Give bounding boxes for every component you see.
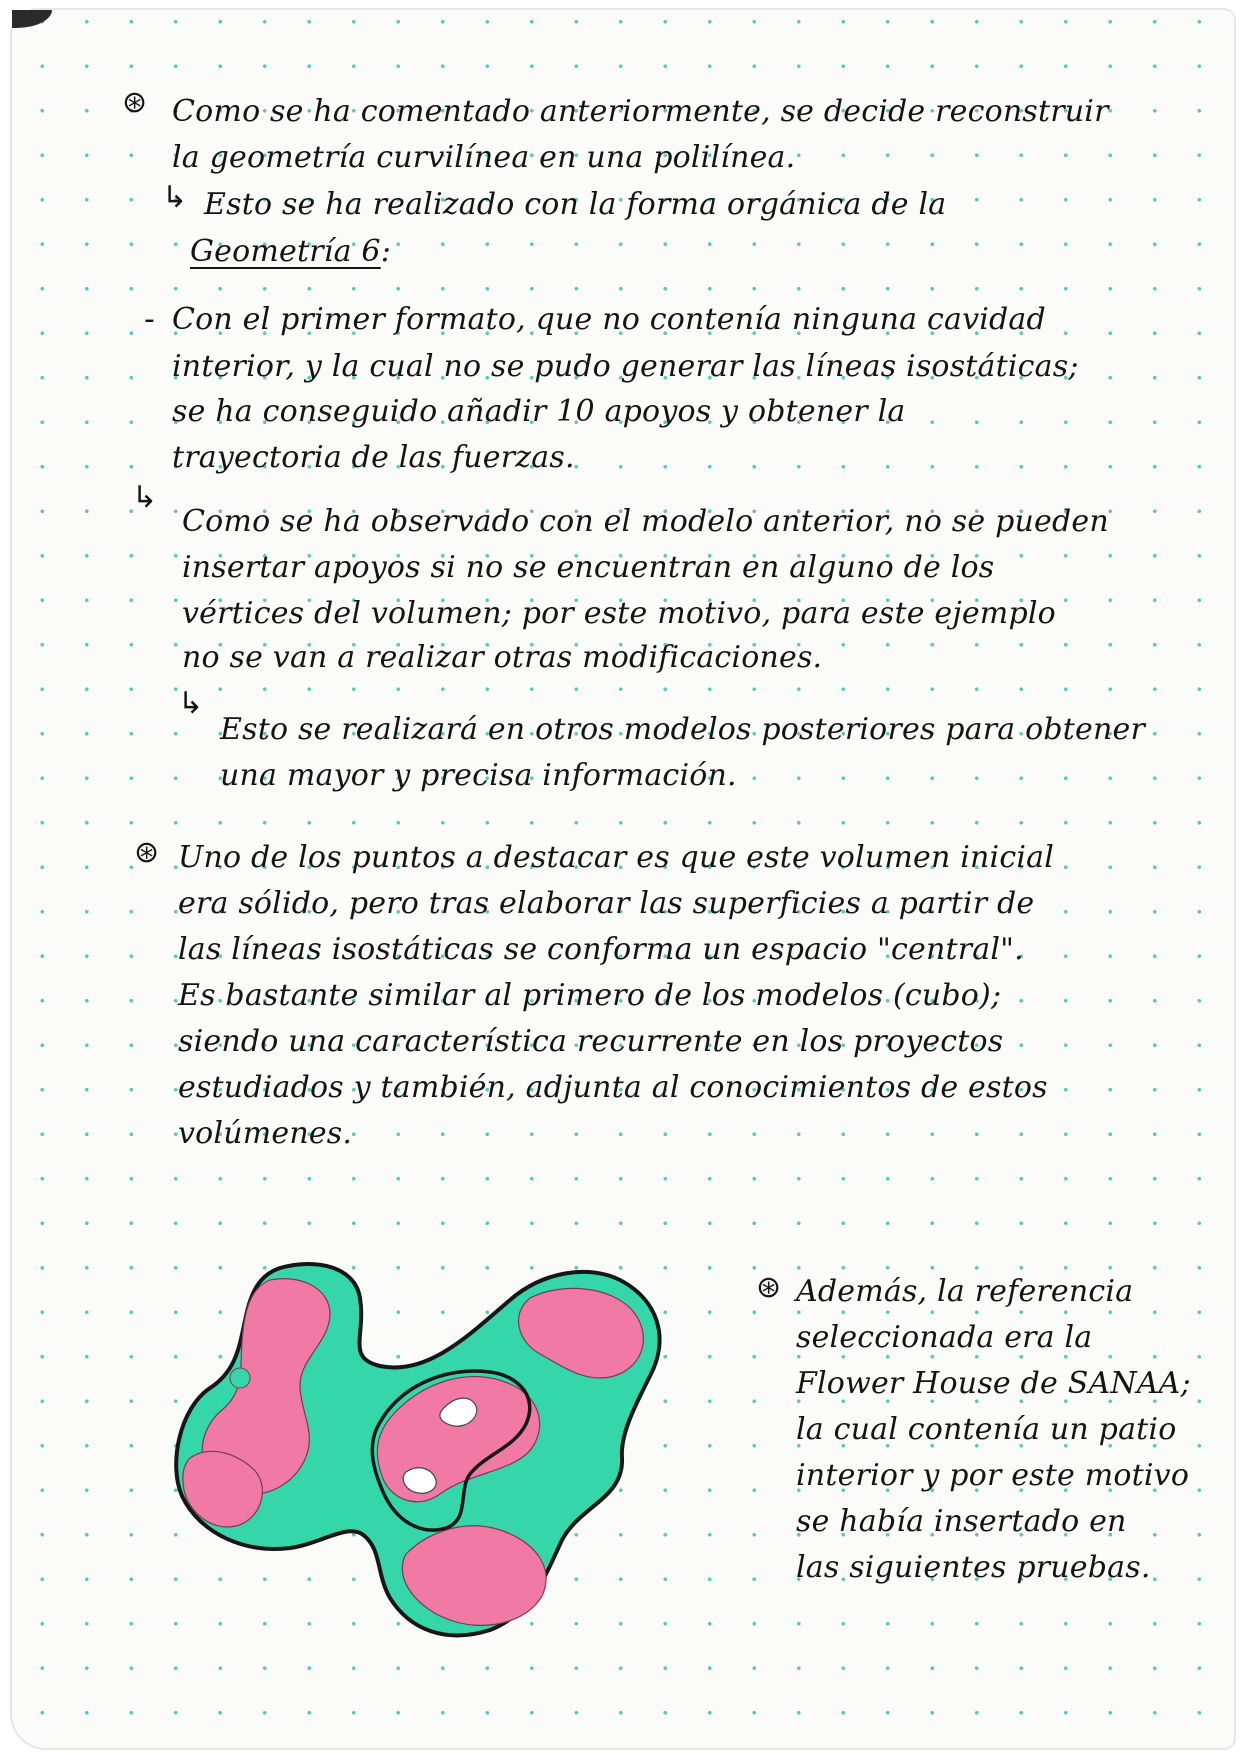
note1-line-2: la geometría curvilínea en una polilínea. (172, 140, 796, 175)
note5-line-7: volúmenes. (178, 1116, 353, 1151)
note2-line-1: Con el primer formato, que no contenía ninguna cavidad (172, 302, 1046, 337)
note5-line-4: Es bastante similar al primero de los modelos (cubo); (178, 978, 1002, 1013)
note6-line-6: se había insertado en (796, 1504, 1127, 1539)
note2-line-3: se ha conseguido añadir 10 apoyos y obtener la (172, 394, 906, 429)
note2-line-4: trayectoria de las fuerzas. (172, 440, 575, 475)
note2-line-2: interior, y la cual no se pudo generar las líneas isostáticas; (172, 349, 1079, 384)
note6-line-1: Además, la referencia (796, 1274, 1134, 1309)
note5-line-5: siendo una característica recurrente en los proyectos (178, 1024, 1004, 1059)
note5-line-6: estudiados y también, adjunta al conocimientos de estos (178, 1070, 1048, 1105)
note5-line-1: Uno de los puntos a destacar es que este volumen inicial (178, 840, 1055, 875)
note4-line-2: una mayor y precisa información. (220, 758, 737, 793)
small-hole (230, 1368, 250, 1388)
notebook-page (12, 10, 1234, 1748)
note6-line-7: las siguientes pruebas. (796, 1550, 1151, 1585)
note3-line-4: no se van a realizar otras modificaciones. (182, 640, 823, 675)
note5-line-3: las líneas isostáticas se conforma un espacio "central". (178, 932, 1024, 967)
note6-line-2: seleccionada era la (796, 1320, 1093, 1355)
geometry-label: Geometría 6 (190, 234, 381, 269)
geometry-colon: : (380, 234, 391, 269)
asterisk-bullet-icon: ⊛ (134, 835, 160, 870)
note3-line-1: Como se ha observado con el modelo anterior, no se pueden (182, 504, 1109, 539)
geometry-heading (190, 232, 391, 272)
note5-line-2: era sólido, pero tras elaborar las superficies a partir de (178, 886, 1035, 921)
note3-line-2: insertar apoyos si no se encuentran en alguno de los (182, 550, 995, 585)
asterisk-bullet-icon: ⊛ (122, 85, 148, 120)
dash-bullet-icon: - (144, 302, 155, 337)
note6-line-5: interior y por este motivo (796, 1458, 1190, 1493)
organic-volume-drawing (170, 1258, 690, 1642)
note1-line-1: Como se ha comentado anteriormente, se decide reconstruir (172, 94, 1109, 129)
asterisk-bullet-icon: ⊛ (756, 1270, 782, 1305)
page-corner-shadow (12, 10, 52, 28)
note6-line-3: Flower House de SANAA; (796, 1366, 1191, 1401)
note4-line-1: Esto se realizará en otros modelos posteriores para obtener (220, 712, 1146, 747)
arrow-bullet-icon: ↳ (132, 480, 158, 515)
note1-line-3: Esto se ha realizado con la forma orgánica de la (204, 187, 947, 222)
arrow-bullet-icon: ↳ (162, 180, 188, 215)
note3-line-3: vértices del volumen; por este motivo, para este ejemplo (182, 596, 1056, 631)
arrow-bullet-icon: ↳ (178, 686, 204, 721)
note6-line-4: la cual contenía un patio (796, 1412, 1177, 1447)
